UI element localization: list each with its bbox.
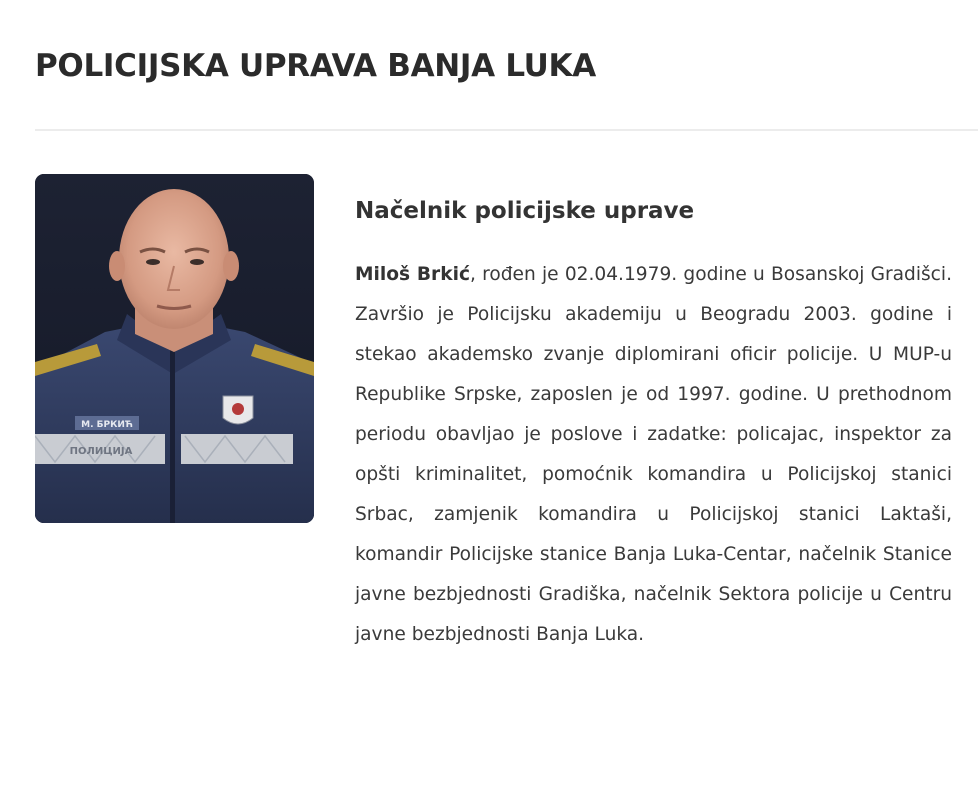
person-name: Miloš Brkić [355,264,470,285]
biography-text [355,255,952,655]
section-heading: Načelnik policijske uprave [355,198,695,224]
biography-body: , rođen je 02.04.1979. godine u Bosanskoj Gradišci. Završio je Policijsku akademiju u Beogradu 2003. godine i stekao akademsko zvanje diplomirani oficir policije. U MUP-u Republike Srpske, zaposlen je od 1997. godine. U prethodnom periodu obavljao je poslove i zadatke: policajac, inspektor za opšti kriminalitet, pomoćnik komandira u Policijskoj stanici Srbac, zamjenik komandira u Policijskoj stanici Laktaši, komandir Policijske stanice Banja Luka-Centar, načelnik Stanice javne bezbjednosti Gradiška, načelnik Sektora policije u Centru javne bezbjednosti Banja Luka. [355,264,952,645]
profile-photo [35,174,314,523]
photo-name-tag: М. БРКИЋ [81,420,133,430]
photo-reflective-text: ПОЛИЦИЈА [69,446,133,457]
page-title: POLICIJSKA UPRAVA BANJA LUKA [35,48,596,84]
title-divider [35,129,978,131]
